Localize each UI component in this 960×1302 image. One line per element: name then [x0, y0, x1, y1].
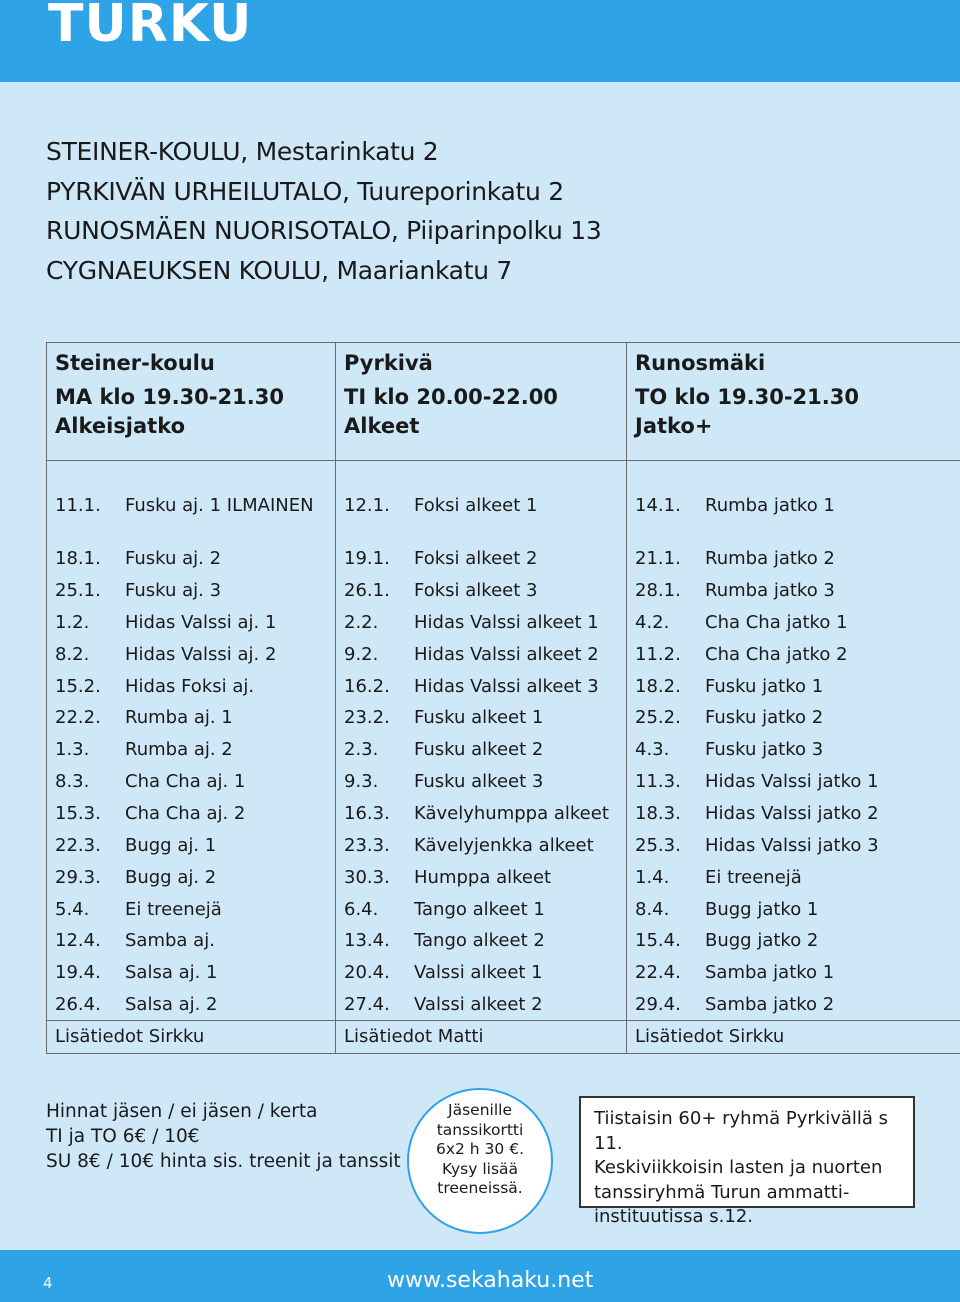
schedule-row	[336, 957, 626, 989]
price-info	[46, 1099, 401, 1174]
bubble-line: Jäsenille	[448, 1101, 512, 1119]
session-date: 15.4.	[635, 930, 681, 951]
session-date: 1.2.	[55, 612, 90, 633]
session-dance: Fusku jatko 1	[705, 676, 824, 697]
session-date: 23.2.	[344, 707, 390, 728]
schedule-row	[47, 734, 335, 766]
member-card-bubble	[407, 1088, 553, 1234]
venue-item: CYGNAEUKSEN KOULU, Maariankatu 7	[46, 255, 512, 285]
session-date: 22.3.	[55, 835, 101, 856]
schedule-row	[47, 798, 335, 830]
price-line: SU 8€ / 10€ hinta sis. treenit ja tanssit	[46, 1151, 401, 1172]
session-date: 4.3.	[635, 739, 670, 760]
schedule-column	[47, 343, 336, 1053]
page-number: 4	[43, 1274, 53, 1292]
session-date: 23.3.	[344, 835, 390, 856]
session-date: 29.3.	[55, 867, 101, 888]
schedule-row	[336, 894, 626, 926]
session-dance: Cha Cha jatko 1	[705, 612, 848, 633]
schedule-row	[627, 957, 960, 989]
session-date: 14.1.	[635, 495, 681, 516]
session-dance: Cha Cha jatko 2	[705, 644, 848, 665]
schedule-row	[627, 894, 960, 926]
schedule-row	[47, 543, 335, 575]
bubble-line: 6x2 h 30 €.	[435, 1140, 524, 1158]
session-dance: Humppa alkeet	[414, 867, 552, 888]
venue-item: RUNOSMÄEN NUORISOTALO, Piiparinpolku 13	[46, 216, 602, 245]
schedule-row	[336, 989, 626, 1021]
session-dance: Rumba aj. 1	[125, 707, 233, 728]
session-date: 25.2.	[635, 707, 681, 728]
venue-item: PYRKIVÄN URHEILUTALO, Tuureporinkatu 2	[46, 176, 564, 206]
schedule-row	[627, 543, 960, 575]
column-header	[336, 343, 626, 461]
venue-item: STEINER-KOULU, Mestarinkatu 2	[46, 137, 439, 166]
schedule-row	[336, 862, 626, 894]
session-date: 8.2.	[55, 644, 90, 665]
price-line: TI ja TO 6€ / 10€	[46, 1126, 200, 1147]
info-line: tanssiryhmä Turun ammatti-	[594, 1181, 850, 1203]
column-time: TO klo 19.30-21.30	[635, 385, 859, 409]
session-date: 1.4.	[635, 867, 670, 888]
session-date: 21.1.	[635, 548, 681, 569]
session-date: 18.3.	[635, 803, 681, 824]
column-contact: Lisätiedot Sirkku	[627, 1020, 960, 1053]
bubble-line: Kysy lisää	[441, 1159, 519, 1178]
header-bar	[0, 0, 960, 82]
schedule-row	[47, 671, 335, 703]
schedule-row	[627, 734, 960, 766]
session-dance: Valssi alkeet 1	[414, 962, 543, 983]
session-dance: Fusku aj. 2	[125, 548, 222, 569]
session-dance: Ei treenejä	[125, 899, 222, 920]
bubble-line: treeneissä.	[437, 1179, 523, 1197]
session-date: 16.3.	[344, 803, 390, 824]
session-date: 22.2.	[55, 707, 101, 728]
session-dance: Fusku aj. 3	[125, 580, 222, 601]
schedule-row	[627, 925, 960, 957]
session-dance: Hidas Valssi alkeet 2	[414, 644, 599, 665]
session-dance: Rumba jatko 3	[705, 580, 835, 601]
session-date: 26.4.	[55, 994, 101, 1015]
schedule-row	[627, 830, 960, 862]
schedule-row	[627, 798, 960, 830]
schedule-row	[627, 702, 960, 734]
column-venue: Runosmäki	[635, 351, 766, 375]
session-dance: Bugg aj. 2	[125, 867, 217, 888]
session-dance: Foksi alkeet 1	[414, 495, 538, 516]
schedule-column	[336, 343, 627, 1053]
session-dance: Fusku aj. 1 ILMAINEN	[125, 495, 314, 516]
schedule-row	[47, 894, 335, 926]
schedule-row	[627, 862, 960, 894]
schedule-row	[627, 639, 960, 671]
column-time: TI klo 20.00-22.00	[344, 385, 558, 409]
session-dance: Cha Cha aj. 2	[125, 803, 246, 824]
page-title: TURKU	[48, 0, 253, 54]
schedule-row	[47, 702, 335, 734]
session-dance: Bugg aj. 1	[125, 835, 217, 856]
column-header	[627, 343, 960, 461]
session-date: 18.2.	[635, 676, 681, 697]
venue-list	[46, 135, 601, 293]
info-line: Keskiviikkoisin lasten ja nuorten	[594, 1157, 883, 1178]
session-dance: Fusku alkeet 3	[414, 771, 544, 792]
session-dance: Ei treenejä	[705, 867, 802, 888]
schedule-row	[627, 671, 960, 703]
schedule-row	[47, 830, 335, 862]
session-dance: Hidas Valssi aj. 1	[125, 612, 277, 633]
schedule-row	[336, 639, 626, 671]
column-time: MA klo 19.30-21.30	[55, 385, 284, 409]
bubble-line: tanssikortti	[436, 1120, 524, 1139]
session-dance: Kävelyhumppa alkeet	[414, 803, 609, 824]
session-date: 5.4.	[55, 899, 90, 920]
schedule-row	[336, 766, 626, 798]
schedule-row	[47, 490, 335, 522]
schedule-row	[47, 607, 335, 639]
session-dance: Salsa aj. 1	[125, 962, 218, 983]
session-dance: Hidas Valssi alkeet 1	[414, 612, 599, 633]
session-date: 11.1.	[55, 495, 101, 516]
schedule-row	[47, 766, 335, 798]
column-contact: Lisätiedot Matti	[336, 1020, 626, 1053]
session-dance: Rumba jatko 1	[705, 495, 835, 516]
session-date: 18.1.	[55, 548, 101, 569]
session-date: 11.3.	[635, 771, 681, 792]
schedule-row	[336, 490, 626, 522]
column-level: Alkeet	[344, 414, 420, 438]
session-date: 19.1.	[344, 548, 390, 569]
session-dance: Bugg jatko 2	[705, 930, 819, 951]
schedule-row	[336, 702, 626, 734]
session-dance: Salsa aj. 2	[125, 994, 218, 1015]
info-line: Tiistaisin 60+ ryhmä Pyrkivällä s 11.	[594, 1108, 889, 1154]
session-date: 13.4.	[344, 930, 390, 951]
session-dance: Tango alkeet 2	[414, 930, 545, 951]
schedule-row	[627, 607, 960, 639]
session-dance: Rumba aj. 2	[125, 739, 233, 760]
session-date: 8.3.	[55, 771, 90, 792]
schedule-row	[47, 575, 335, 607]
session-date: 22.4.	[635, 962, 681, 983]
extra-groups-box	[579, 1096, 915, 1227]
session-dance: Bugg jatko 1	[705, 899, 819, 920]
schedule-table	[46, 342, 960, 1054]
session-date: 1.3.	[55, 739, 90, 760]
schedule-row	[627, 989, 960, 1021]
website-link[interactable]: www.sekahaku.net	[387, 1268, 594, 1293]
session-dance: Foksi alkeet 2	[414, 548, 538, 569]
schedule-row	[47, 925, 335, 957]
session-date: 20.4.	[344, 962, 390, 983]
session-dance: Hidas Valssi alkeet 3	[414, 676, 599, 697]
session-date: 25.1.	[55, 580, 101, 601]
session-dance: Hidas Valssi jatko 2	[705, 803, 879, 824]
price-line: Hinnat jäsen / ei jäsen / kerta	[46, 1101, 318, 1122]
session-date: 19.4.	[55, 962, 101, 983]
schedule-row	[336, 734, 626, 766]
session-date: 8.4.	[635, 899, 670, 920]
session-date: 29.4.	[635, 994, 681, 1015]
session-dance: Samba jatko 2	[705, 994, 835, 1015]
session-date: 4.2.	[635, 612, 670, 633]
session-date: 2.3.	[344, 739, 379, 760]
session-dance: Hidas Valssi aj. 2	[125, 644, 277, 665]
session-date: 2.2.	[344, 612, 379, 633]
schedule-row	[47, 957, 335, 989]
schedule-row	[336, 798, 626, 830]
session-dance: Fusku jatko 3	[705, 739, 824, 760]
session-dance: Rumba jatko 2	[705, 548, 835, 569]
column-header	[47, 343, 335, 461]
schedule-row	[336, 543, 626, 575]
session-date: 11.2.	[635, 644, 681, 665]
session-date: 15.3.	[55, 803, 101, 824]
schedule-row	[627, 490, 960, 522]
column-level: Jatko+	[635, 414, 713, 438]
column-venue: Pyrkivä	[344, 351, 433, 375]
session-dance: Hidas Foksi aj.	[125, 676, 255, 697]
session-dance: Valssi alkeet 2	[414, 994, 543, 1015]
session-date: 9.2.	[344, 644, 379, 665]
session-dance: Hidas Valssi jatko 1	[705, 771, 879, 792]
column-contact: Lisätiedot Sirkku	[47, 1020, 335, 1053]
session-dance: Samba jatko 1	[705, 962, 835, 983]
schedule-row	[47, 862, 335, 894]
session-dance: Fusku alkeet 1	[414, 707, 544, 728]
session-date: 28.1.	[635, 580, 681, 601]
schedule-row	[627, 766, 960, 798]
session-dance: Samba aj.	[125, 930, 215, 951]
session-date: 30.3.	[344, 867, 390, 888]
session-date: 12.4.	[55, 930, 101, 951]
column-venue: Steiner-koulu	[55, 351, 215, 375]
session-dance: Cha Cha aj. 1	[125, 771, 246, 792]
schedule-row	[47, 639, 335, 671]
session-date: 9.3.	[344, 771, 379, 792]
schedule-row	[336, 671, 626, 703]
session-date: 15.2.	[55, 676, 101, 697]
session-date: 25.3.	[635, 835, 681, 856]
session-date: 6.4.	[344, 899, 379, 920]
session-dance: Kävelyjenkka alkeet	[414, 835, 594, 856]
session-date: 26.1.	[344, 580, 390, 601]
session-dance: Foksi alkeet 3	[414, 580, 538, 601]
session-dance: Fusku alkeet 2	[414, 739, 544, 760]
schedule-row	[336, 607, 626, 639]
schedule-row	[336, 575, 626, 607]
session-date: 12.1.	[344, 495, 390, 516]
session-date: 27.4.	[344, 994, 390, 1015]
session-date: 16.2.	[344, 676, 390, 697]
schedule-row	[336, 830, 626, 862]
schedule-row	[47, 989, 335, 1021]
session-dance: Tango alkeet 1	[414, 899, 545, 920]
schedule-row	[336, 925, 626, 957]
info-line: instituutissa s.12.	[594, 1206, 754, 1227]
session-dance: Hidas Valssi jatko 3	[705, 835, 879, 856]
schedule-row	[627, 575, 960, 607]
column-level: Alkeisjatko	[55, 414, 186, 438]
schedule-column	[627, 343, 960, 1053]
session-dance: Fusku jatko 2	[705, 707, 824, 728]
